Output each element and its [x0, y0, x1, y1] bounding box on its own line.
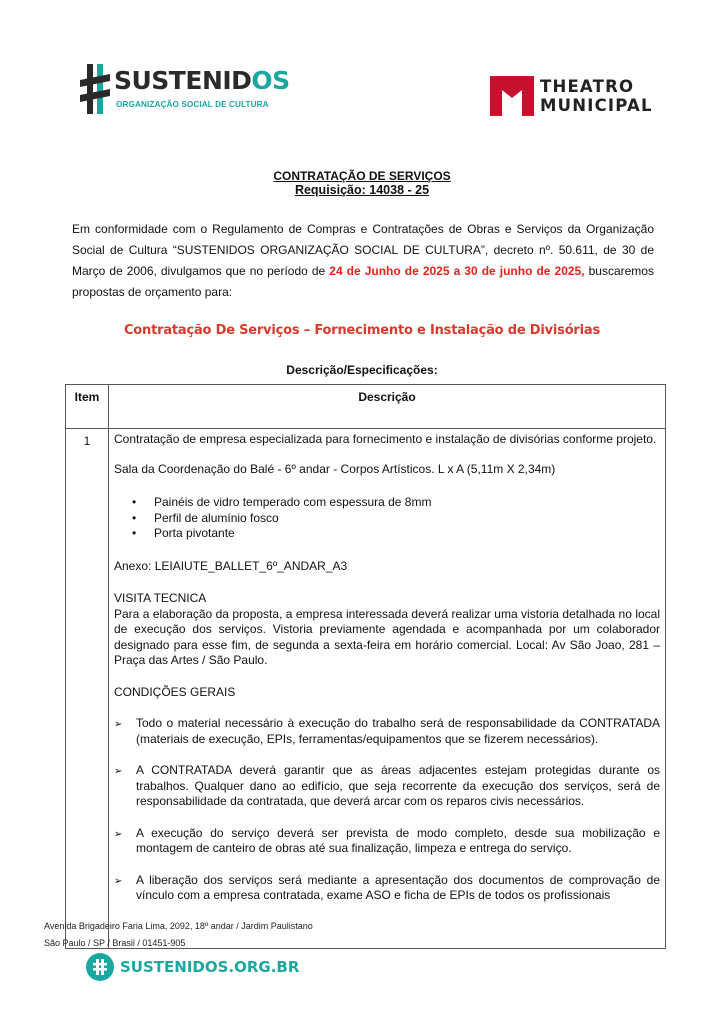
- hash-icon: [80, 62, 110, 116]
- table-row: [66, 429, 666, 949]
- theatro-municipal-logo: [488, 74, 658, 122]
- arrow-bullet-icon: ➢: [114, 719, 123, 730]
- item-description: [109, 429, 666, 949]
- item-number: 1: [66, 429, 109, 949]
- sustenidos-logo-name: SUSTENIDOS: [114, 66, 290, 95]
- list-item: • Perfil de alumínio fosco: [132, 510, 279, 525]
- conditions-title: CONDIÇÕES GERAIS: [114, 684, 236, 699]
- arrow-bullet-icon: ➢: [114, 766, 123, 777]
- list-item: ➢ A execução do serviço deverá ser prevista de modo completo, desde sua mobilização e montagem de canteiro de obras até sua finalização, limpeza e entrega do serviço.: [114, 825, 660, 855]
- bullet-icon: •: [132, 510, 137, 525]
- requisition-number: Requisição: 14038 - 25: [294, 183, 430, 197]
- footer-address: Avenida Brigadeiro Faria Lima, 2092, 18º andar / Jardim Paulistano São Paulo / SP / Brasil / 01451-905: [44, 921, 313, 948]
- list-item: ➢ A CONTRATADA deverá garantir que as áreas adjacentes estejam protegidas durante os trabalhos. Qualquer dano ao edifício, que seja recorrente da execução dos serviços, será de responsabilidade da contratada, que deverá arcar com os reparos civis necessários.: [114, 763, 660, 808]
- bullet-icon: •: [132, 495, 137, 509]
- table-header-row: [66, 385, 666, 429]
- website-link[interactable]: SUSTENIDOS.ORG.BR: [120, 958, 300, 976]
- column-header-description: Descrição: [109, 385, 666, 429]
- document-title: CONTRATAÇÃO DE SERVIÇOS: [273, 169, 451, 183]
- list-item: ➢ Todo o material necessário à execução do trabalho será de responsabilidade da CONTRATADA (materiais de execução, EPIs, ferramentas/equipamentos que se fizerem necessários).: [114, 716, 660, 746]
- arrow-bullet-icon: ➢: [114, 875, 123, 887]
- subject-heading: Contratação De Serviços – Fornecimento e Instalação de Divisórias: [123, 323, 601, 338]
- theatro-logo-line1: THEATRO: [540, 77, 635, 96]
- sustenidos-logo: [80, 62, 290, 118]
- specification-table: [65, 384, 666, 949]
- annex-line: Anexo: LEIAIUTE_BALLET_6º_ANDAR_A3: [114, 558, 348, 573]
- period-highlight: 24 de Junho de 2025 a 30 de junho de 2025,: [329, 264, 585, 278]
- bullet-icon: •: [132, 526, 137, 540]
- column-header-item: Item: [66, 385, 109, 429]
- hash-circle-icon: [86, 953, 114, 981]
- description-line: Contratação de empresa especializada para fornecimento e instalação de divisórias conforme projeto.: [114, 432, 657, 446]
- list-item: • Porta pivotante: [132, 526, 235, 540]
- theatro-arch-icon: [490, 74, 534, 118]
- room-spec-line: Sala da Coordenação do Balé - 6º andar - Corpos Artísticos. L x A (5,11m X 2,34m): [114, 461, 556, 476]
- arrow-bullet-icon: ➢: [114, 828, 123, 840]
- visit-text: Para a elaboração da proposta, a empresa interessada deverá realizar uma vistoria detalhada no local de execução dos serviços. Vistoria previamente agendada e acompanhada por um colaborador designado para esse fim, de segunda a sexta-feira em horário comercial. Local: Av São Joao, 281 – Praça das Artes / São Paulo.: [114, 606, 660, 667]
- visit-title: VISITA TECNICA: [114, 591, 207, 605]
- footer-logo: [86, 953, 300, 983]
- spec-heading: Descrição/Especificações:: [286, 363, 438, 377]
- intro-paragraph: Em conformidade com o Regulamento de Compras e Contratações de Obras e Serviços da Organização Social de Cultura “SUSTENIDOS ORGANIZAÇÃO SOCIAL DE CULTURA”, decreto nº. 50.611, de 30 de Março de 2006, divulgamos que no período de 24 de Junho de 2025 a 30 de junho de 2025, buscaremos propostas de orçamento para:: [72, 222, 654, 299]
- theatro-logo-line2: MUNICIPAL: [540, 96, 653, 115]
- list-item: • Painéis de vidro temperado com espessura de 8mm: [132, 495, 432, 509]
- sustenidos-logo-subtitle: ORGANIZAÇÃO SOCIAL DE CULTURA: [116, 100, 269, 109]
- list-item: ➢ A liberação dos serviços será mediante a apresentação dos documentos de comprovação de vínculo com a empresa contratada, exame ASO e ficha de EPIs de todos os profissionais: [114, 872, 660, 902]
